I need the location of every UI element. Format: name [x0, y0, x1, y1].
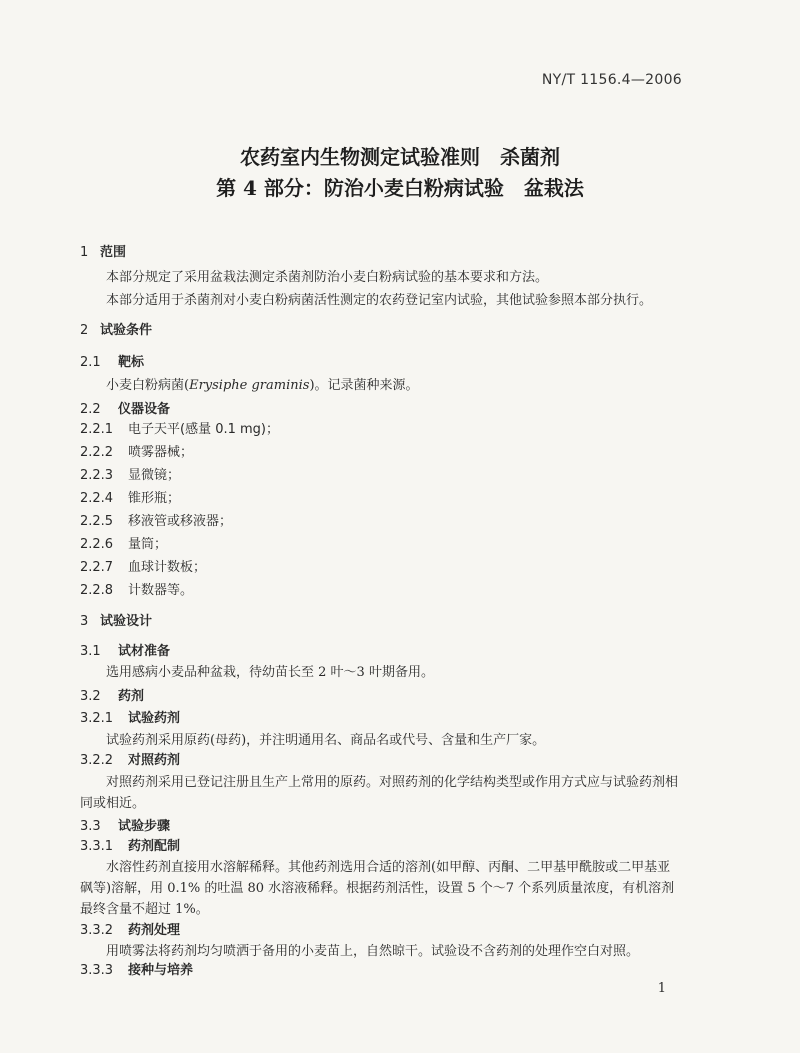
section-3-2-2-heading — [80, 752, 180, 770]
section-number: 2.1 — [80, 355, 101, 370]
section-number: 3.1 — [80, 644, 101, 659]
section-title: 药剂 — [118, 689, 145, 704]
equipment-item: 2.2.3 显微镜； — [80, 468, 181, 483]
section-title: 靶标 — [118, 355, 145, 370]
section-title: 试材准备 — [118, 644, 171, 659]
equipment-item: 2.2.8 计数器等。 — [80, 583, 194, 598]
section-3-3-2-heading — [80, 922, 180, 940]
scientific-name: Erysiphe graminis — [189, 378, 310, 393]
section-title: 范围 — [100, 245, 127, 260]
section-3-3-1-paragraph: 水溶性药剂直接用水溶解稀释。其他药剂选用合适的溶剂(如甲醇、丙酮、二甲基甲酰胺或二甲基亚砜等)溶解，用 0.1% 的吐温 80 水溶液稀释。根据药剂活性，设置 5 个～7 个系列质量浓度，有机溶剂最终含量不超过 1%。 — [80, 860, 675, 917]
section-title: 药剂配制 — [128, 839, 181, 854]
section-2-1-paragraph: 小麦白粉病菌(Erysiphe graminis)。记录菌种来源。 — [106, 378, 419, 393]
standard-number: NY/T 1156.4—2006 — [541, 72, 682, 88]
section-title: 试验条件 — [100, 323, 153, 338]
section-number: 1 — [80, 245, 89, 260]
equipment-item: 2.2.6 量筒； — [80, 537, 168, 552]
section-3-3-1-heading — [80, 838, 180, 856]
section-number: 3.3 — [80, 819, 101, 834]
section-2-2-heading — [80, 401, 170, 419]
equipment-item: 2.2.2 喷雾器械； — [80, 445, 194, 460]
section-1-heading — [80, 244, 126, 262]
section-title: 接种与培养 — [128, 963, 194, 978]
section-title: 试验设计 — [100, 614, 153, 629]
section-title: 药剂处理 — [128, 923, 181, 938]
section-number: 3.2.2 — [80, 753, 114, 768]
section-title: 对照药剂 — [128, 753, 181, 768]
section-3-2-1-heading — [80, 710, 180, 728]
section-3-2-heading — [80, 688, 144, 706]
section-1-paragraph-1: 本部分规定了采用盆栽法测定杀菌剂防治小麦白粉病试验的基本要求和方法。 — [106, 270, 549, 285]
equipment-item: 2.2.5 移液管或移液器； — [80, 514, 233, 529]
section-number: 3.2 — [80, 689, 101, 704]
section-number: 2.2 — [80, 402, 101, 417]
section-number: 3 — [80, 614, 89, 629]
section-2-heading — [80, 322, 152, 340]
section-number: 3.3.1 — [80, 839, 114, 854]
page-number: 1 — [657, 981, 666, 996]
document-title-line1: 农药室内生物测定试验准则 杀菌剂 — [240, 145, 560, 169]
section-title: 试验药剂 — [128, 711, 181, 726]
document-title-line2: 第 4 部分：防治小麦白粉病试验 盆栽法 — [216, 176, 584, 200]
section-number: 3.3.2 — [80, 923, 114, 938]
section-title: 仪器设备 — [118, 402, 171, 417]
section-number: 3.2.1 — [80, 711, 114, 726]
equipment-item: 2.2.4 锥形瓶； — [80, 491, 181, 506]
section-number: 3.3.3 — [80, 963, 114, 978]
section-title: 试验步骤 — [118, 819, 171, 834]
section-1-paragraph-2: 本部分适用于杀菌剂对小麦白粉病菌活性测定的农药登记室内试验，其他试验参照本部分执行。 — [106, 293, 653, 308]
section-3-1-heading — [80, 643, 170, 661]
section-number: 2 — [80, 323, 89, 338]
section-2-1-heading — [80, 354, 144, 372]
section-3-3-2-paragraph: 用喷雾法将药剂均匀喷洒于备用的小麦苗上，自然晾干。试验设不含药剂的处理作空白对照。 — [106, 944, 640, 959]
section-3-2-1-paragraph: 试验药剂采用原药(母药)，并注明通用名、商品名或代号、含量和生产厂家。 — [106, 733, 546, 748]
equipment-item: 2.2.1 电子天平(感量 0.1 mg)； — [80, 422, 279, 437]
section-3-3-heading — [80, 818, 170, 836]
section-3-heading — [80, 613, 152, 631]
equipment-item: 2.2.7 血球计数板； — [80, 560, 207, 575]
section-3-1-paragraph: 选用感病小麦品种盆栽，待幼苗长至 2 叶～3 叶期备用。 — [106, 665, 434, 680]
section-3-3-3-heading — [80, 962, 193, 980]
section-3-2-2-paragraph: 对照药剂采用已登记注册且生产上常用的原药。对照药剂的化学结构类型或作用方式应与试验药剂相同或相近。 — [80, 775, 679, 811]
